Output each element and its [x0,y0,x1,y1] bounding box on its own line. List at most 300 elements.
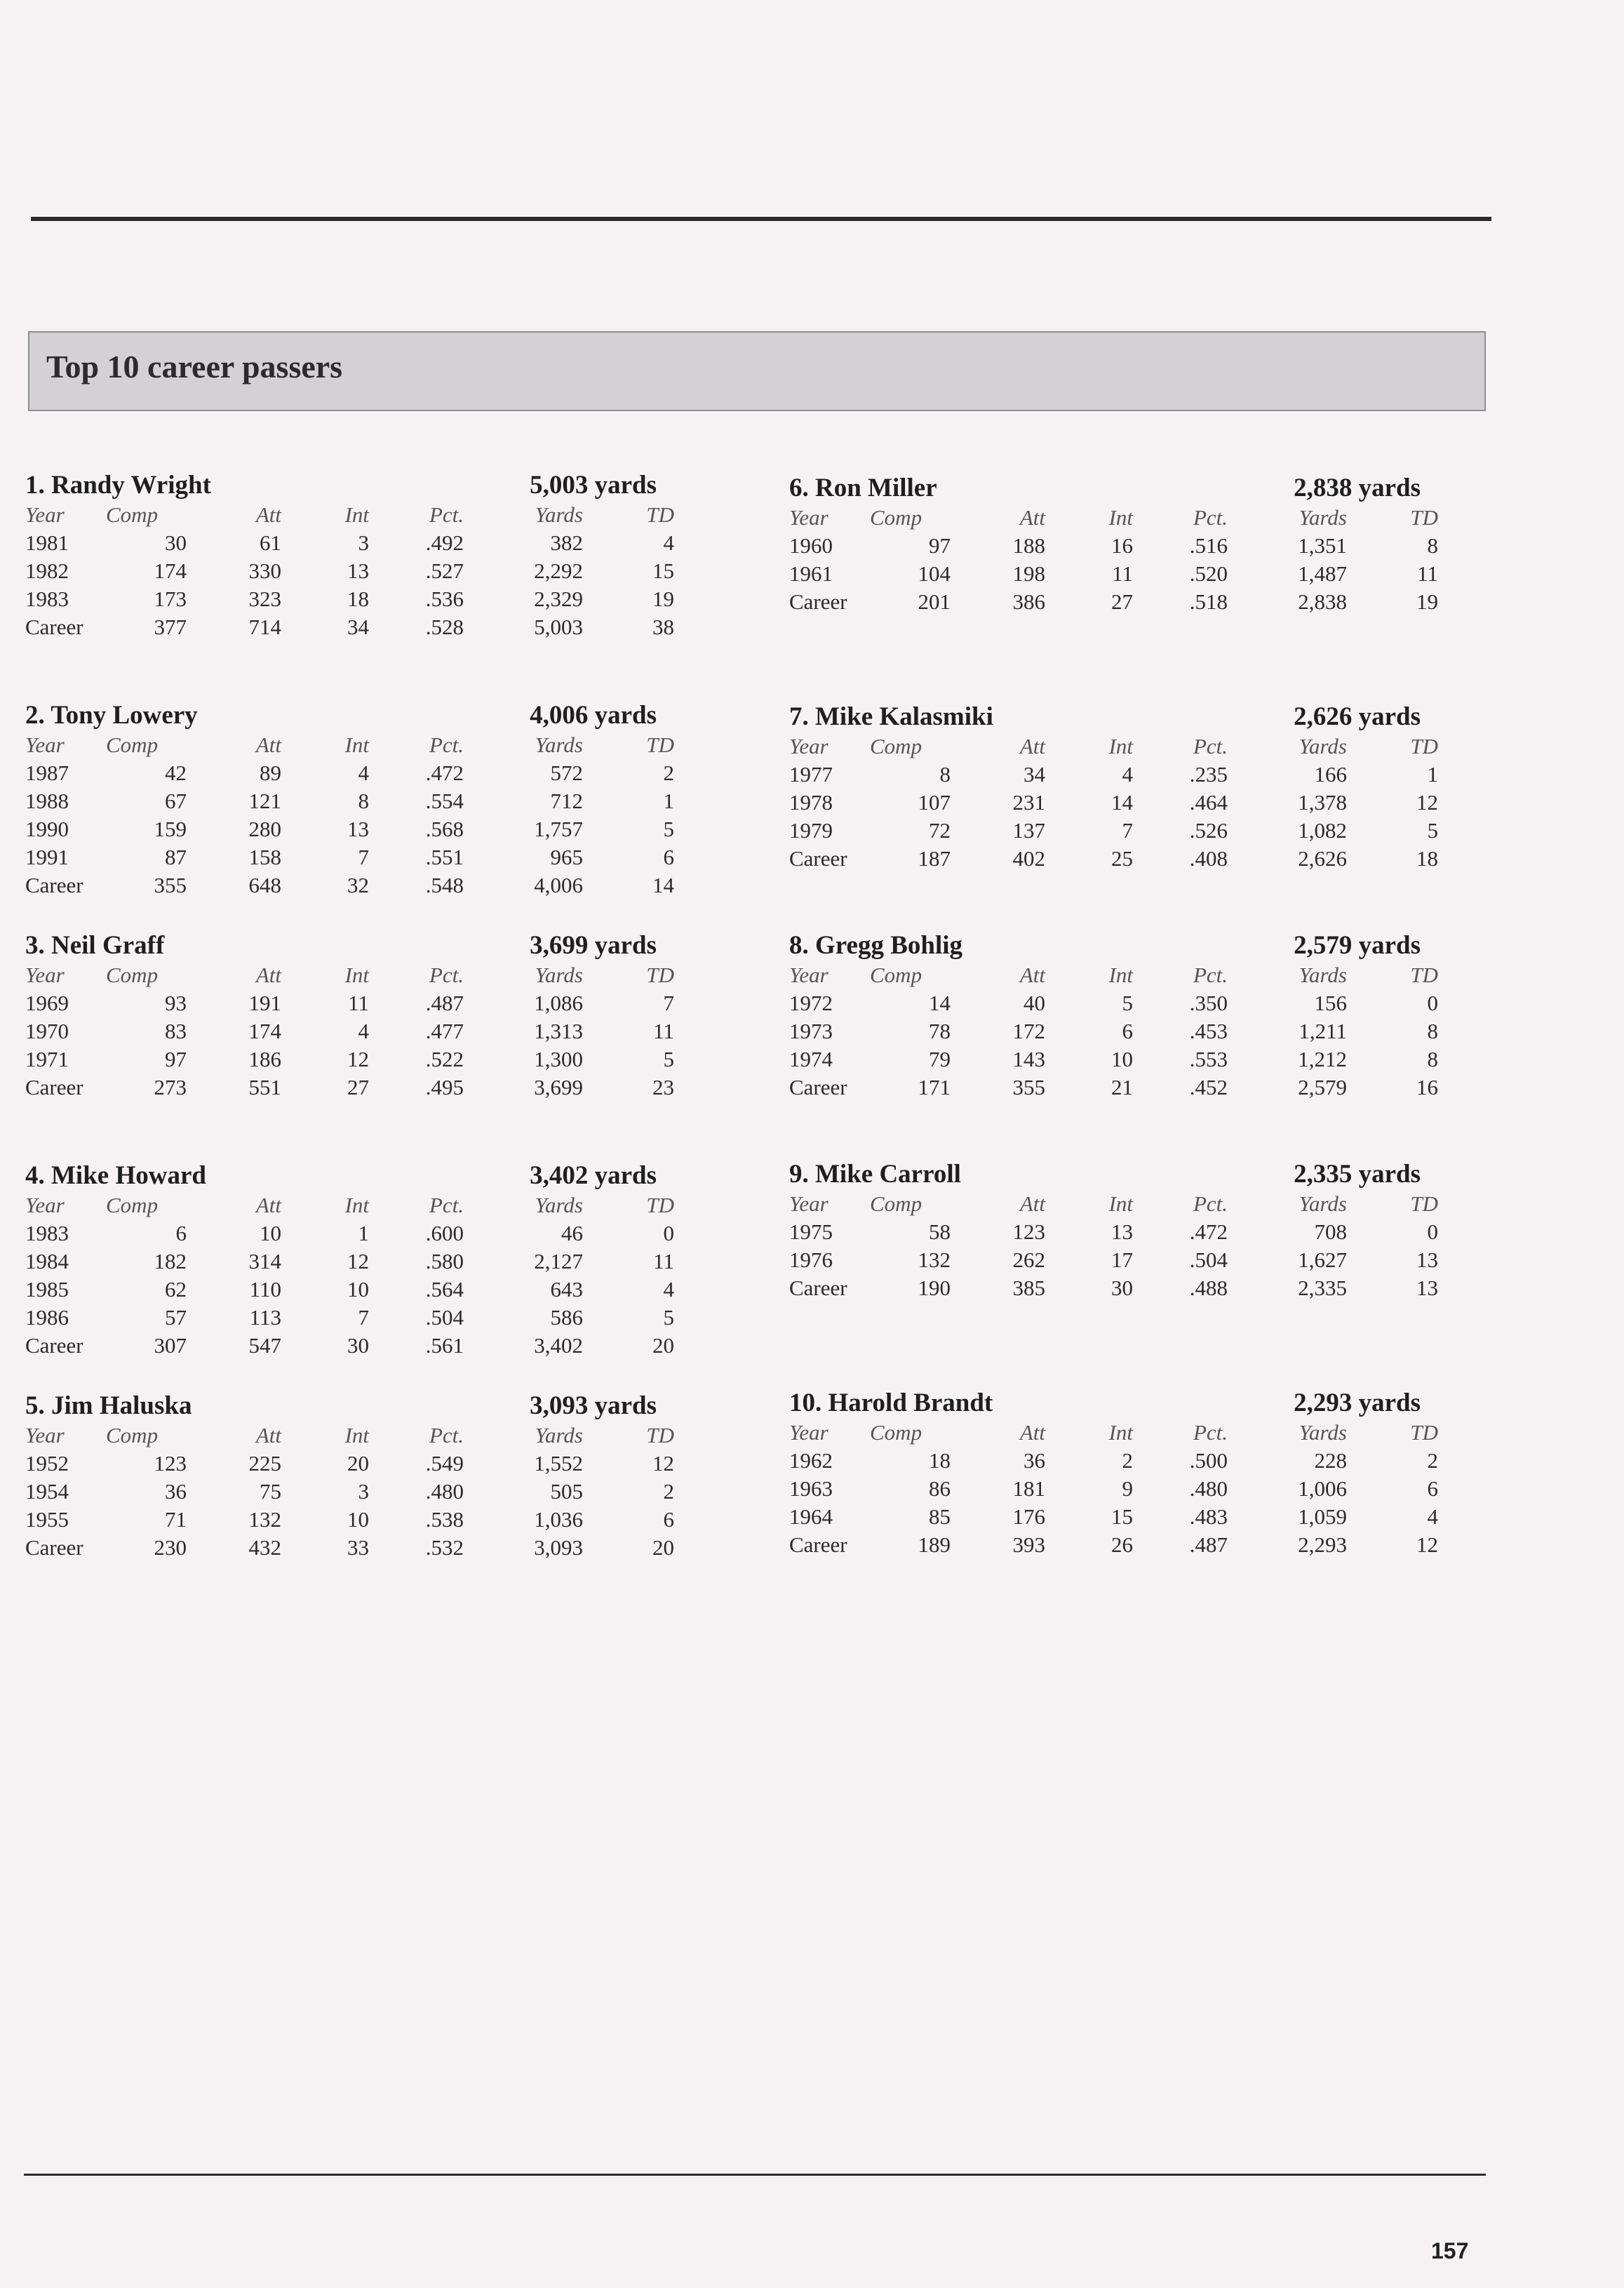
cell-att: 393 [1012,1532,1045,1557]
header-td: TD [646,963,674,987]
cell-yards: 2,626 [1298,846,1347,871]
cell-pct: .453 [1189,1019,1228,1043]
season-row [789,1016,1438,1044]
player-name: 1. Randy Wright [25,471,211,500]
cell-td: 0 [1427,1219,1438,1244]
cell-att: 402 [1012,846,1045,871]
left-column [25,466,674,1617]
header-comp: Comp [870,1420,922,1445]
cell-att: 174 [248,1019,281,1043]
season-row [789,815,1438,843]
cell-att: 158 [248,845,281,869]
cell-comp: 97 [165,1047,187,1071]
cell-int: 5 [1122,991,1133,1015]
cell-pct: .561 [425,1333,464,1358]
cell-pct: .472 [425,761,464,785]
cell-pct: .527 [425,558,464,583]
player-name: 8. Gregg Bohlig [789,931,963,960]
cell-yards: 1,487 [1298,561,1347,586]
player-heading [789,697,1421,731]
cell-pct: .488 [1189,1276,1228,1300]
player-name: 2. Tony Lowery [25,701,198,730]
cell-yards: 3,093 [534,1535,583,1560]
header-int: Int [344,502,369,527]
cell-pct: .553 [1189,1047,1228,1071]
player-block [25,926,674,1156]
cell-att: 143 [1012,1047,1045,1071]
cell-att: 547 [248,1333,281,1358]
cell-att: 121 [248,789,281,813]
career-row [789,587,1438,615]
cell-year: 1979 [789,818,833,843]
cell-td: 6 [663,845,674,869]
header-pct: Pct. [429,963,464,987]
header-year: Year [789,1191,828,1216]
cell-comp: 189 [918,1532,951,1557]
cell-year: 1964 [789,1504,833,1529]
cell-pct: .452 [1189,1075,1228,1099]
cell-yards: 2,579 [1298,1075,1347,1099]
cell-td: 8 [1427,1019,1438,1043]
cell-int: 12 [347,1249,369,1273]
header-pct: Pct. [429,502,464,527]
header-comp: Comp [870,734,922,758]
header-yards: Yards [1298,505,1347,530]
season-row [25,556,674,584]
cell-yards: 3,402 [534,1333,583,1358]
cell-td: 19 [1416,589,1438,614]
header-year: Year [25,1423,65,1447]
cell-pct: .600 [425,1221,464,1245]
player-block [789,1384,1438,1612]
header-int: Int [1108,505,1133,530]
player-name: 5. Jim Haluska [25,1391,192,1420]
cell-td: 4 [663,530,674,555]
cell-year: Career [25,1075,83,1099]
cell-att: 231 [1012,790,1045,815]
player-total-yards: 2,579 yards [1294,931,1421,960]
cell-td: 2 [1427,1448,1438,1473]
cell-year: 1981 [25,530,69,555]
header-td: TD [646,502,674,527]
cell-yards: 1,212 [1298,1047,1347,1071]
season-row [25,1476,674,1504]
cell-year: Career [789,1532,847,1557]
season-row [789,1217,1438,1245]
cell-pct: .472 [1189,1219,1228,1244]
season-row [789,1245,1438,1273]
season-row [25,988,674,1016]
header-year: Year [25,502,65,527]
cell-pct: .495 [425,1075,464,1099]
cell-int: 27 [1111,589,1133,614]
cell-yards: 2,127 [534,1249,583,1273]
season-row [25,1218,674,1246]
header-td: TD [1410,1420,1438,1445]
stats-header-row [25,960,674,988]
header-year: Year [789,505,828,530]
cell-yards: 4,006 [534,873,583,897]
cell-pct: .408 [1189,846,1228,871]
header-yards: Yards [1298,1191,1347,1216]
cell-td: 5 [663,1047,674,1071]
cell-comp: 201 [918,589,951,614]
player-heading [789,1384,1421,1417]
cell-int: 18 [347,587,369,611]
cell-comp: 86 [929,1476,951,1501]
cell-pct: .551 [425,845,464,869]
season-row [789,530,1438,558]
season-row [25,1448,674,1476]
cell-year: Career [789,589,847,614]
header-int: Int [344,1193,369,1217]
cell-yards: 5,003 [534,615,583,639]
player-name: 4. Mike Howard [25,1161,206,1190]
cell-att: 137 [1012,818,1045,843]
player-heading [25,466,657,500]
cell-year: 1963 [789,1476,833,1501]
header-pct: Pct. [1193,1420,1228,1445]
cell-int: 1 [358,1221,369,1245]
header-att: Att [255,963,281,987]
cell-int: 10 [1111,1047,1133,1071]
cell-pct: .522 [425,1047,464,1071]
cell-pct: .536 [425,587,464,611]
cell-comp: 173 [154,587,187,611]
header-yards: Yards [1298,1420,1347,1445]
cell-year: Career [789,1075,847,1099]
cell-year: 1973 [789,1019,833,1043]
right-column [789,469,1438,1612]
season-row [789,1473,1438,1501]
cell-int: 25 [1111,846,1133,871]
cell-comp: 104 [918,561,951,586]
cell-yards: 1,627 [1298,1247,1347,1272]
player-name: 10. Harold Brandt [789,1389,993,1417]
cell-td: 11 [653,1019,674,1043]
cell-yards: 572 [550,761,583,785]
cell-att: 330 [248,558,281,583]
header-att: Att [255,502,281,527]
cell-int: 11 [348,991,369,1015]
cell-yards: 708 [1314,1219,1347,1244]
cell-td: 4 [1427,1504,1438,1529]
player-total-yards: 2,335 yards [1294,1160,1421,1189]
cell-yards: 156 [1314,991,1347,1015]
season-row [789,787,1438,815]
stats-header-row [25,730,674,758]
stats-header-row [25,1420,674,1448]
cell-td: 8 [1427,533,1438,558]
cell-yards: 166 [1314,762,1347,787]
cell-att: 280 [248,817,281,841]
cell-pct: .480 [1189,1476,1228,1501]
cell-comp: 171 [918,1075,951,1099]
cell-att: 191 [248,991,281,1015]
cell-td: 11 [653,1249,674,1273]
cell-comp: 97 [929,533,951,558]
player-total-yards: 3,402 yards [530,1161,657,1190]
cell-year: 1990 [25,817,69,841]
cell-pct: .487 [1189,1532,1228,1557]
player-block [25,1156,674,1386]
cell-td: 12 [1416,1532,1438,1557]
cell-year: 1977 [789,762,833,787]
cell-yards: 1,211 [1298,1019,1347,1043]
cell-att: 648 [248,873,281,897]
cell-yards: 1,552 [534,1451,583,1476]
cell-td: 19 [652,587,674,611]
season-row [789,1044,1438,1072]
cell-td: 7 [663,991,674,1015]
cell-yards: 228 [1314,1448,1347,1473]
player-block [789,926,1438,1155]
cell-td: 6 [1427,1476,1438,1501]
section-banner [28,331,1486,411]
header-pct: Pct. [1193,734,1228,758]
cell-yards: 1,757 [534,817,583,841]
header-td: TD [646,1423,674,1447]
cell-pct: .504 [425,1305,464,1330]
cell-td: 12 [1416,790,1438,815]
cell-comp: 42 [165,761,187,785]
cell-td: 4 [663,1277,674,1302]
header-pct: Pct. [429,1193,464,1217]
section-title: Top 10 career passers [46,349,343,384]
header-comp: Comp [106,963,159,987]
header-att: Att [1019,963,1045,987]
cell-att: 40 [1024,991,1045,1015]
cell-year: 1986 [25,1305,69,1330]
cell-comp: 159 [154,817,187,841]
cell-comp: 87 [165,845,187,869]
player-heading [25,696,657,730]
cell-yards: 586 [550,1305,583,1330]
cell-att: 123 [1012,1219,1045,1244]
cell-yards: 1,086 [534,991,583,1015]
header-int: Int [344,963,369,987]
cell-td: 20 [652,1535,674,1560]
cell-int: 4 [1122,762,1133,787]
header-comp: Comp [106,732,159,757]
cell-int: 17 [1111,1247,1133,1272]
header-year: Year [25,1193,65,1217]
player-block [789,469,1438,697]
cell-int: 2 [1122,1448,1133,1473]
season-row [25,528,674,556]
player-heading [25,926,657,960]
cell-td: 16 [1416,1075,1438,1099]
cell-comp: 36 [165,1479,187,1504]
cell-td: 38 [652,615,674,639]
player-heading [789,469,1421,502]
cell-pct: .564 [425,1277,464,1302]
header-comp: Comp [106,1423,159,1447]
cell-year: Career [789,1276,847,1300]
cell-pct: .580 [425,1249,464,1273]
cell-comp: 273 [154,1075,187,1099]
cell-int: 6 [1122,1019,1133,1043]
cell-year: 1991 [25,845,69,869]
cell-yards: 1,006 [1298,1476,1347,1501]
cell-pct: .528 [425,615,464,639]
header-comp: Comp [106,1193,159,1217]
cell-year: 1961 [789,561,833,586]
cell-td: 0 [663,1221,674,1245]
season-row [789,759,1438,787]
cell-int: 4 [358,761,369,785]
season-row [789,1501,1438,1530]
cell-comp: 6 [175,1221,187,1245]
player-block [25,466,674,696]
cell-comp: 190 [918,1276,951,1300]
cell-int: 20 [347,1451,369,1476]
header-pct: Pct. [1193,963,1228,987]
cell-year: 1976 [789,1247,833,1272]
cell-comp: 8 [939,762,951,787]
cell-td: 5 [663,817,674,841]
cell-pct: .235 [1189,762,1228,787]
cell-pct: .548 [425,873,464,897]
header-year: Year [789,1420,828,1445]
season-row [25,758,674,786]
cell-comp: 30 [165,530,187,555]
cell-comp: 93 [165,991,187,1015]
cell-yards: 712 [550,789,583,813]
cell-att: 172 [1012,1019,1045,1043]
cell-comp: 72 [929,818,951,843]
cell-int: 3 [358,1479,369,1504]
cell-yards: 965 [550,845,583,869]
cell-pct: .350 [1189,991,1228,1015]
cell-int: 13 [347,817,369,841]
cell-year: 1982 [25,558,69,583]
cell-att: 34 [1024,762,1045,787]
cell-int: 8 [358,789,369,813]
page-number: 157 [1431,2238,1469,2263]
cell-int: 10 [347,1277,369,1302]
cell-att: 176 [1012,1504,1045,1529]
header-year: Year [789,963,828,987]
cell-yards: 1,313 [534,1019,583,1043]
header-year: Year [25,963,65,987]
cell-year: 1985 [25,1277,69,1302]
cell-int: 4 [358,1019,369,1043]
cell-td: 12 [652,1451,674,1476]
cell-att: 386 [1012,589,1045,614]
stats-header-row [789,1417,1438,1445]
cell-att: 36 [1024,1448,1045,1473]
cell-att: 432 [248,1535,281,1560]
cell-comp: 182 [154,1249,187,1273]
header-att: Att [1019,1420,1045,1445]
cell-td: 5 [663,1305,674,1330]
cell-int: 27 [347,1075,369,1099]
cell-pct: .568 [425,817,464,841]
cell-pct: .492 [425,530,464,555]
season-row [25,1016,674,1044]
cell-pct: .483 [1189,1504,1228,1529]
header-int: Int [1108,734,1133,758]
cell-year: Career [25,1333,83,1358]
cell-td: 20 [652,1333,674,1358]
stats-header-row [25,500,674,528]
cell-yards: 2,838 [1298,589,1347,614]
cell-comp: 174 [154,558,187,583]
cell-pct: .500 [1189,1448,1228,1473]
player-total-yards: 4,006 yards [530,701,657,730]
cell-yards: 1,300 [534,1047,583,1071]
cell-td: 11 [1417,561,1438,586]
header-att: Att [255,1423,281,1447]
season-row [25,1246,674,1274]
cell-int: 21 [1111,1075,1133,1099]
header-int: Int [344,1423,369,1447]
cell-yards: 643 [550,1277,583,1302]
season-row [25,786,674,814]
cell-td: 0 [1427,991,1438,1015]
cell-comp: 377 [154,615,187,639]
career-row [25,1072,674,1100]
cell-year: 1971 [25,1047,69,1071]
cell-att: 75 [260,1479,281,1504]
cell-int: 7 [358,845,369,869]
cell-att: 132 [248,1507,281,1532]
cell-pct: .526 [1189,818,1228,843]
season-row [25,1274,674,1302]
cell-comp: 79 [929,1047,951,1071]
player-total-yards: 3,093 yards [530,1391,657,1420]
stats-header-row [25,1190,674,1218]
header-yards: Yards [535,1193,583,1217]
header-yards: Yards [535,1423,583,1447]
cell-td: 6 [663,1507,674,1532]
cell-comp: 230 [154,1535,187,1560]
season-row [25,814,674,842]
cell-att: 89 [260,761,281,785]
header-int: Int [1108,1420,1133,1445]
header-td: TD [1410,963,1438,987]
cell-att: 110 [249,1277,281,1302]
cell-pct: .532 [425,1535,464,1560]
header-pct: Pct. [1193,505,1228,530]
cell-pct: .549 [425,1451,464,1476]
career-row [789,1072,1438,1100]
player-block [789,697,1438,926]
cell-int: 30 [1111,1276,1133,1300]
cell-year: 1955 [25,1507,69,1532]
header-year: Year [789,734,828,758]
cell-yards: 1,036 [534,1507,583,1532]
cell-att: 262 [1012,1247,1045,1272]
career-row [25,1532,674,1560]
cell-yards: 2,293 [1298,1532,1347,1557]
career-row [789,843,1438,871]
season-row [25,1504,674,1532]
cell-td: 15 [652,558,674,583]
cell-int: 10 [347,1507,369,1532]
header-att: Att [1019,505,1045,530]
cell-int: 13 [347,558,369,583]
player-block [25,696,674,926]
header-int: Int [1108,963,1133,987]
career-row [25,612,674,640]
cell-att: 198 [1012,561,1045,586]
header-int: Int [344,732,369,757]
cell-comp: 107 [918,790,951,815]
cell-year: 1972 [789,991,833,1015]
cell-comp: 132 [918,1247,951,1272]
